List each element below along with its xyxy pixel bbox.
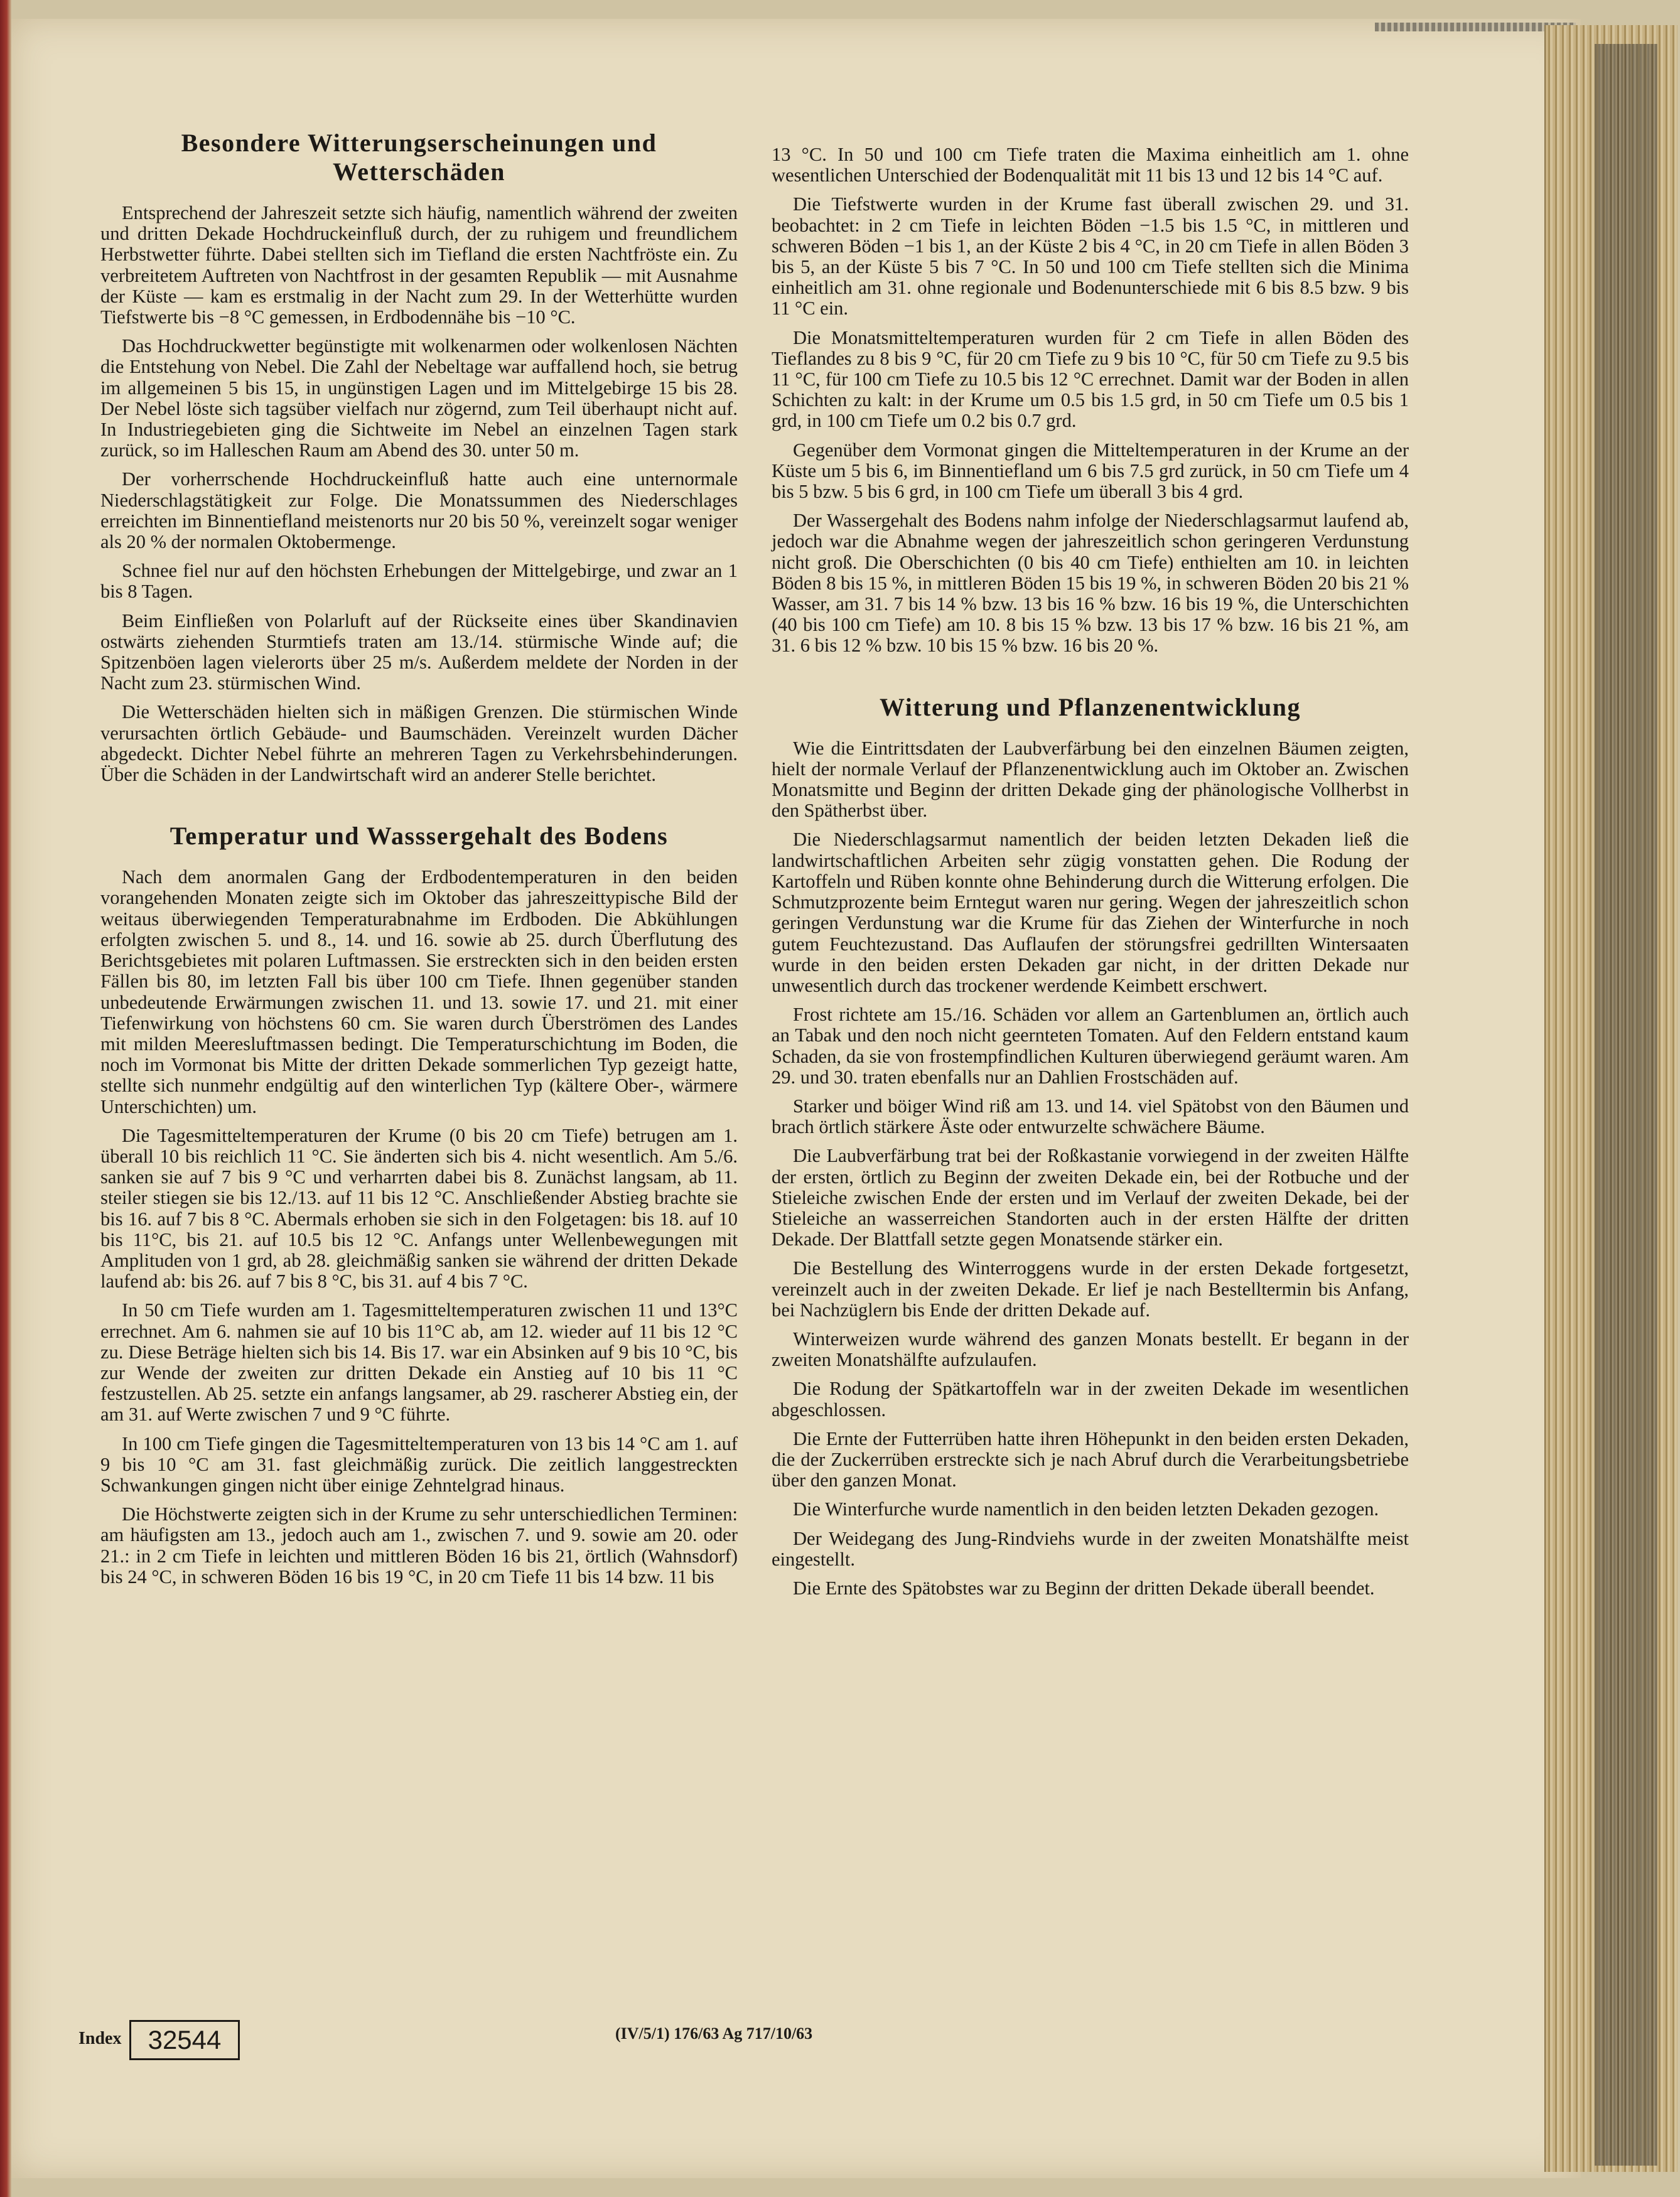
index-label: Index bbox=[78, 2029, 122, 2048]
paragraph: Starker und böiger Wind riß am 13. und 14. viel Spätobst von den Bäumen und brach örtlich stärkere Äste oder entwurzelte schwächere Bäume. bbox=[772, 1095, 1409, 1138]
paragraph: Die Bestellung des Winterroggens wurde in der ersten Dekade fortgesetzt, vereinzelt auch in der zweiten Dekade. Er lief je nach Bestelltermin bis Anfang, bei Nachzüglern bis Ende der dritten Dekade auf. bbox=[772, 1257, 1409, 1321]
paragraph: Die Tiefstwerte wurden in der Krume fast überall zwischen 29. und 31. beobachtet: in 2 cm Tiefe in leichten Böden −1.5 bis 1.5 °C, in mittleren und schweren Böden −1 bis 1, an der Küste 2 bis 4 °C, in 20 cm Tiefe in allen Böden 3 bis 5, an der Küste 5 bis 7 °C. In 50 und 100 cm Tiefe stellten sich die Minima einheitlich am 31. ohne regionale und Bodenunterschiede mit 6 bis 8.5 bzw. 9 bis 11 °C ein. bbox=[772, 193, 1409, 320]
paragraph: Gegenüber dem Vormonat gingen die Mitteltemperaturen in der Krume an der Küste um 5 bis 6, im Binnentiefland um 6 bis 7.5 grd zurück, in 50 cm Tiefe um 4 bis 5 bzw. 5 bis 6 grd, in 100 cm Tiefe um überall 3 bis 4 grd. bbox=[772, 439, 1409, 503]
paragraph: Die Tagesmitteltemperaturen der Krume (0 bis 20 cm Tiefe) betrugen am 1. überall 10 bis reichlich 11 °C. Sie änderten sich bis 4. nicht wesentlich. Am 5./6. sanken sie auf 7 bis 9 °C und verharrten dabei bis 8. Zunächst langsam, ab 11. steiler stiegen sie bis 12./13. auf 11 bis 12 °C. Anschließender Abstieg brachte sie bis 16. auf 7 bis 8 °C. Abermals erhoben sie sich in den Folgetagen: bis 18. auf 10 bis 11°C, bis 21. auf 10.5 bis 12 °C. Anfangs unter Wellenbewegungen mit Amplituden von 1 grd, ab 28. gleichmäßig sanken sie während der dritten Dekade laufend ab: bis 26. auf 7 bis 8 °C, bis 31. auf 4 bis 7 °C. bbox=[100, 1124, 738, 1292]
paragraph: Wie die Eintrittsdaten der Laubverfärbung bei den einzelnen Bäumen zeigten, hielt der normale Verlauf der Pflanzenentwicklung auch im Oktober an. Zwischen Monatsmitte und Beginn der dritten Dekade ging der phänologische Vollherbst in den Spätherbst über. bbox=[772, 737, 1409, 822]
paragraph: Schnee fiel nur auf den höchsten Erhebungen der Mittelgebirge, und zwar an 1 bis 8 Tagen. bbox=[100, 560, 738, 603]
paragraph: Nach dem anormalen Gang der Erdbodentemperaturen in den beiden vorangehenden Monaten zeigte sich im Oktober das jahreszeittypische Bild der weitaus überwiegenden Temperaturabnahme im Erdboden. Die Abkühlungen erfolgten zwischen 5. und 8., 14. und 16. sowie ab 25. durch Überflutung des Berichtsgebietes mit polaren Luftmassen. Sie erstreckten sich in den beiden ersten Fällen bis 80, im letzten Fall bis über 100 cm Tiefe. Ihnen gegenüber standen unbedeutende Erwärmungen zwischen 11. und 13. sowie 17. und 21. mit einer Tiefenwirkung von höchstens 60 cm. Sie waren durch Überströmen des Landes mit milden Meeresluftmassen bedingt. Die Temperaturschichtung im Boden, die noch im Vormonat bis Mitte der dritten Dekade sommerlichen Typ gezeigt hatte, stellte sich nunmehr endgültig auf den winterlichen Typ (kältere Ober-, wärmere Unterschichten) um. bbox=[100, 866, 738, 1117]
paragraph: Die Monatsmitteltemperaturen wurden für 2 cm Tiefe in allen Böden des Tieflandes zu 8 bis 9 °C, für 20 cm Tiefe zu 9 bis 10 °C, für 50 cm Tiefe zu 9.5 bis 11 °C, für 100 cm Tiefe zu 10.5 bis 12 °C errechnet. Damit war der Boden in allen Schichten zu kalt: in der Krume um 0.5 bis 1.5 grd, in 50 cm Tiefe um 0.5 bis 1 grd, in 100 cm Tiefe um 0.2 bis 0.7 grd. bbox=[772, 326, 1409, 432]
paragraph: Entsprechend der Jahreszeit setzte sich häufig, namentlich während der zweiten und dritten Dekade Hochdruckeinfluß durch, der zu ruhigem und freundlichem Herbstwetter führte. Dabei stellten sich im Tiefland die ersten Nachtfröste ein. Zu verbreitetem Auftreten von Nachtfrost in der gesamten Republik — mit Ausnahme der Küste — kam es erstmalig in der Nacht zum 29. In der Wetterhütte wurden Tiefstwerte bis −8 °C gemessen, in Erdbodennähe bis −10 °C. bbox=[100, 202, 738, 328]
paragraph: In 50 cm Tiefe wurden am 1. Tagesmitteltemperaturen zwischen 11 und 13°C errechnet. Am 6. nahmen sie auf 10 bis 11°C ab, am 12. wieder auf 11 bis 12 °C zu. Diese Beträge hielten sich bis 14. Bis 17. war ein Absinken auf 9 bis 10 °C, bis zur Wende der zweiten zur dritten Dekade ein Anstieg auf 10 bis 11 °C festzustellen. Ab 25. setzte ein anfangs langsamer, ab 29. rascherer Abstieg ein, der am 31. auf Werte zwischen 7 und 9 °C führte. bbox=[100, 1299, 738, 1426]
paragraph: Frost richtete am 15./16. Schäden vor allem an Gartenblumen an, örtlich auch an Tabak und den noch nicht geernteten Tomaten. Auf den Feldern entstand kaum Schaden, da sie von frostempfindlichen Kulturen überwiegend geräumt waren. Am 29. und 30. traten ebenfalls nur an Dahlien Frostschäden auf. bbox=[772, 1004, 1409, 1088]
paragraph: Der Wassergehalt des Bodens nahm infolge der Niederschlagsarmut laufend ab, jedoch war die Abnahme wegen der jahreszeitlich schon geringeren Verdunstung nicht groß. Die Oberschichten (0 bis 40 cm Tiefe) enthielten am 10. in leichten Böden 8 bis 15 %, in mittleren Böden 15 bis 19 %, in schweren Böden 20 bis 21 % Wasser, am 31. 7 bis 14 % bzw. 13 bis 16 % bzw. 16 bis 19 %, die Unterschichten (40 bis 100 cm Tiefe) am 10. 8 bis 15 % bzw. 13 bis 17 % bzw. 16 bis 21 %, am 31. 6 bis 12 % bzw. 10 bis 15 % bzw. 16 bis 20 %. bbox=[772, 510, 1409, 657]
section-heading-soil-temperature: Temperatur und Wasssergehalt des Bodens bbox=[170, 822, 669, 851]
section-heading-plant-development: Witterung und Pflanzenentwicklung bbox=[879, 692, 1301, 721]
paragraph: Die Rodung der Spätkartoffeln war in der zweiten Dekade im wesentlichen abgeschlossen. bbox=[772, 1378, 1409, 1421]
paragraph: Die Ernte des Spätobstes war zu Beginn der dritten Dekade überall beendet. bbox=[793, 1577, 1375, 1599]
page-stack-shadow bbox=[1595, 44, 1657, 2166]
paragraph: Der Weidegang des Jung-Rindviehs wurde in der zweiten Monatshälfte meist eingestellt. bbox=[772, 1527, 1409, 1570]
left-column bbox=[100, 129, 738, 1596]
paragraph: Winterweizen wurde während des ganzen Monats bestellt. Er begann in der zweiten Monatshälfte aufzulaufen. bbox=[772, 1328, 1409, 1371]
paragraph: Die Winterfurche wurde namentlich in den beiden letzten Dekaden gezogen. bbox=[793, 1498, 1379, 1520]
paragraph: Das Hochdruckwetter begünstigte mit wolkenarmen oder wolkenlosen Nächten die Entstehung von Nebel. Die Zahl der Nebeltage war auffallend hoch, sie betrug im allgemeinen 5 bis 15, in ungünstigen Lagen und im Mittelgebirge 15 bis 28. Der Nebel löste sich tagsüber vielfach nur zögernd, zum Teil überhaupt nicht auf. In Industriegebieten ging die Sichtweite im Nebel an einzelnen Tagen stark zurück, so im Halleschen Raum am Abend des 30. unter 50 m. bbox=[100, 335, 738, 461]
index-number-box: 32544 bbox=[129, 2020, 240, 2060]
paragraph: 13 °C. In 50 und 100 cm Tiefe traten die Maxima einheitlich am 1. ohne wesentlichen Unterschied der Bodenqualität mit 11 bis 13 und 12 bis 14 °C auf. bbox=[772, 144, 1409, 186]
paragraph: Der vorherrschende Hochdruckeinfluß hatte auch eine unternormale Niederschlagstätigkeit zur Folge. Die Monatssummen des Niederschlages erreichten im Binnentiefland meistenorts nur 20 bis 50 %, vereinzelt sogar weniger als 20 % der normalen Oktobermenge. bbox=[100, 468, 738, 553]
paragraph: Die Höchstwerte zeigten sich in der Krume zu sehr unterschiedlichen Terminen: am häufigsten am 13., jedoch auch am 1., zwischen 7. und 9. sowie am 20. oder 21.: in 2 cm Tiefe in leichten und mittleren Böden 16 bis 21, örtlich (Wahnsdorf) bis 24 °C, in schweren Böden 16 bis 19 °C, in 20 cm Tiefe 11 bis 14 bzw. 11 bis bbox=[100, 1503, 738, 1587]
book-binding-edge bbox=[0, 0, 11, 2197]
paragraph: In 100 cm Tiefe gingen die Tagesmitteltemperaturen von 13 bis 14 °C am 1. auf 9 bis 10 °C am 31. fast gleichmäßig zurück. Die zeitlich langgestreckten Schwankungen gingen nicht über einige Zehntelgrad hinaus. bbox=[100, 1432, 738, 1496]
paragraph: Die Niederschlagsarmut namentlich der beiden letzten Dekaden ließ die landwirtschaftlichen Arbeiten sehr zügig vonstatten gehen. Die Rodung der Kartoffeln und Rüben konnte ohne Behinderung durch die Witterung erfolgen. Die Schmutzprozente beim Erntegut waren nur gering. Wegen der jahreszeitlich schon geringen Verdunstung war die Krume für das Ziehen der Winterfurche in noch gutem Feuchtezustand. Das Auflaufen der störungsfrei gedrillten Wintersaaten wurde in den beiden ersten Dekaden gar nicht, in der dritten Dekade nur unwesentlich durch das trockener werdende Keimbett erschwert. bbox=[772, 829, 1409, 996]
print-code: (IV/5/1) 176/63 Ag 717/10/63 bbox=[615, 2024, 813, 2043]
right-column bbox=[772, 144, 1409, 1607]
section-heading-weather-events: Besondere Witterungserscheinungen und Wetterschäden bbox=[181, 129, 657, 186]
paragraph: Die Wetterschäden hielten sich in mäßigen Grenzen. Die stürmischen Winde verursachten örtlich Gebäude- und Baumschäden. Vereinzelt wurden Dächer abgedeckt. Dichter Nebel führte an mehreren Tagen zu Verkehrsbehinderungen. Über die Schäden in der Landwirtschaft wird an anderer Stelle berichtet. bbox=[100, 701, 738, 786]
paragraph: Die Laubverfärbung trat bei der Roßkastanie vorwiegend in der zweiten Hälfte der ersten, örtlich zu Beginn der zweiten Dekade ein, bei der Rotbuche und der Stieleiche zwischen Ende der ersten und im Verlauf der zweiten Dekade, bei der Stieleiche an wasserreichen Standorten auch in der ersten Hälfte der dritten Dekade. Der Blattfall setzte gegen Monatsende stärker ein. bbox=[772, 1145, 1409, 1250]
paragraph: Die Ernte der Futterrüben hatte ihren Höhepunkt in den beiden ersten Dekaden, die der Zuckerrüben erstreckte sich je nach Abruf durch die Verarbeitungsbetriebe über den ganzen Monat. bbox=[772, 1427, 1409, 1491]
paragraph: Beim Einfließen von Polarluft auf der Rückseite eines über Skandinavien ostwärts ziehenden Sturmtiefs traten am 13./14. stürmische Winde auf; die Spitzenböen lagen vielerorts über 25 m/s. Außerdem meldete der Norden in der Nacht zum 23. stürmischen Wind. bbox=[100, 610, 738, 694]
